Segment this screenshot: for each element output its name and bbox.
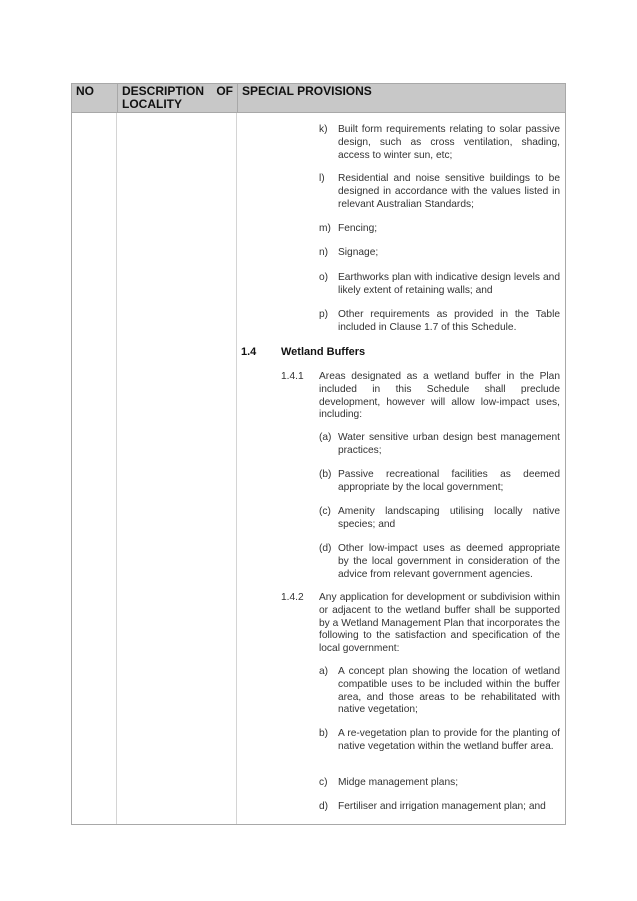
list-item-label: o) [319,272,329,283]
list-item-text: Water sensitive urban design best management practices; [338,432,560,456]
section-title: Wetland Buffers [281,346,366,358]
list-item-label: p) [319,309,329,320]
column-divider [116,113,117,824]
header-special-provisions: SPECIAL PROVISIONS [237,84,567,112]
list-item-text: Built form requirements relating to solar passive design, such as cross ventilation, shading, access to winter sun, etc; [338,124,560,161]
clause-number: 1.4.1 [281,371,304,382]
list-item-label: c) [319,777,328,788]
list-item-label: l) [319,173,325,184]
list-item-text: Midge management plans; [338,777,459,788]
list-item-text: Earthworks plan with indicative design levels and likely extent of retaining walls; and [338,272,560,296]
list-item-label: d) [319,801,329,812]
clause-text: Any application for development or subdivision within or adjacent to the wetland buffer shall be supported by a Wetland Management Plan that incorporates the following to the satisfaction and specification of the local government: [319,592,560,655]
header-description [117,84,237,112]
list-item-label: m) [319,223,331,234]
column-divider [236,113,237,824]
list-item-text: A concept plan showing the location of wetland compatible uses to be included within the buffer area, and those areas to be rehabilitated with native vegetation; [338,666,560,716]
header-no: NO [76,84,94,98]
list-item-label: a) [319,666,329,677]
list-item-text: Fertiliser and irrigation management plan; and [338,801,546,812]
list-item-text: Other requirements as provided in the Table included in Clause 1.7 of this Schedule. [338,309,560,333]
table-header [72,84,565,113]
clause-text: Areas designated as a wetland buffer in the Plan included in this Schedule shall preclude development, however will allow low-impact uses, including: [319,371,560,421]
list-item-text: A re-vegetation plan to provide for the planting of native vegetation within the wetland buffer area. [338,728,560,752]
list-item-label: (c) [319,506,331,517]
list-item-text: Passive recreational facilities as deemed appropriate by the local government; [338,469,560,493]
list-item-text: Residential and noise sensitive buildings to be designed in accordance with the values listed in relevant Australian Standards; [338,173,560,210]
list-item-text: Signage; [338,247,379,258]
list-item-label: (b) [319,469,332,480]
list-item-text: Amenity landscaping utilising locally native species; and [338,506,560,530]
list-item-label: b) [319,728,329,739]
clause-number: 1.4.2 [281,592,304,603]
list-item-text: Fencing; [338,223,378,234]
list-item-label: n) [319,247,329,258]
list-item-label: (a) [319,432,332,443]
list-item-text: Other low-impact uses as deemed appropriate by the local government in consideration of the advice from relevant government agencies. [338,543,560,580]
list-item-label: k) [319,124,328,135]
header-description-line1: DESCRIPTION OF [122,84,233,98]
section-number: 1.4 [241,346,257,358]
header-description-line2: LOCALITY [122,97,182,111]
list-item-label: (d) [319,543,332,554]
